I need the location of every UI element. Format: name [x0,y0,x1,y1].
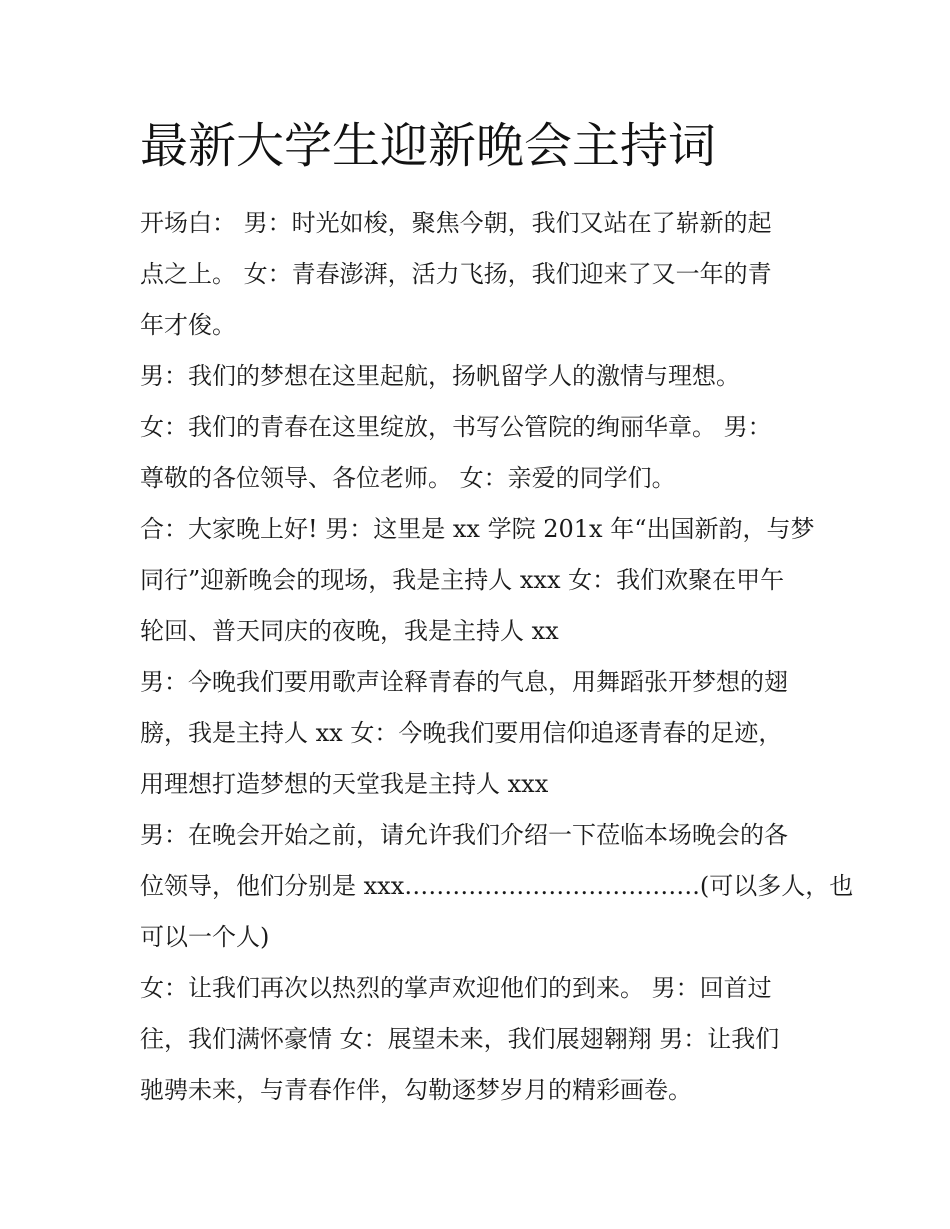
text-line: 开场白： 男：时光如梭，聚焦今朝，我们又站在了崭新的起 [140,209,772,237]
text-line: 用理想打造梦想的天堂我是主持人 xxx [140,770,549,798]
text-line: 往，我们满怀豪情 女：展望未来，我们展翅翱翔 男：让我们 [140,1025,780,1053]
text-line: 男：今晚我们要用歌声诠释青春的气息，用舞蹈张开梦想的翅 [140,668,788,696]
document-title: 最新大学生迎新晚会主持词 [140,118,717,174]
text-line: 合：大家晚上好! 男：这里是 xx 学院 201x 年“出国新韵，与梦 [140,515,815,543]
text-line: 男：在晚会开始之前，请允许我们介绍一下莅临本场晚会的各 [140,821,788,849]
text-line: 点之上。 女：青春澎湃，活力飞扬，我们迎来了又一年的青 [140,260,772,288]
text-line: 可以一个人) [140,923,270,951]
text-line: 年才俊。 [140,311,236,339]
text-line: 驰骋未来，与青春作伴，勾勒逐梦岁月的精彩画卷。 [140,1076,692,1104]
text-line: 尊敬的各位领导、各位老师。 女：亲爱的同学们。 [140,464,676,492]
text-line: 女：让我们再次以热烈的掌声欢迎他们的到来。 男：回首过 [140,974,772,1002]
document-body [140,198,854,1116]
text-line: 女：我们的青春在这里绽放，书写公管院的绚丽华章。 男： [140,413,772,441]
text-line: 位领导，他们分别是 xxx……………………………….(可以多人，也 [140,872,854,900]
text-line: 膀，我是主持人 xx 女：今晚我们要用信仰追逐青春的足迹， [140,719,783,747]
text-line: 轮回、普天同庆的夜晚，我是主持人 xx [140,617,559,645]
text-line: 男：我们的梦想在这里起航，扬帆留学人的激情与理想。 [140,362,740,390]
text-line: 同行”迎新晚会的现场，我是主持人 xxx 女：我们欢聚在甲午 [140,566,785,594]
